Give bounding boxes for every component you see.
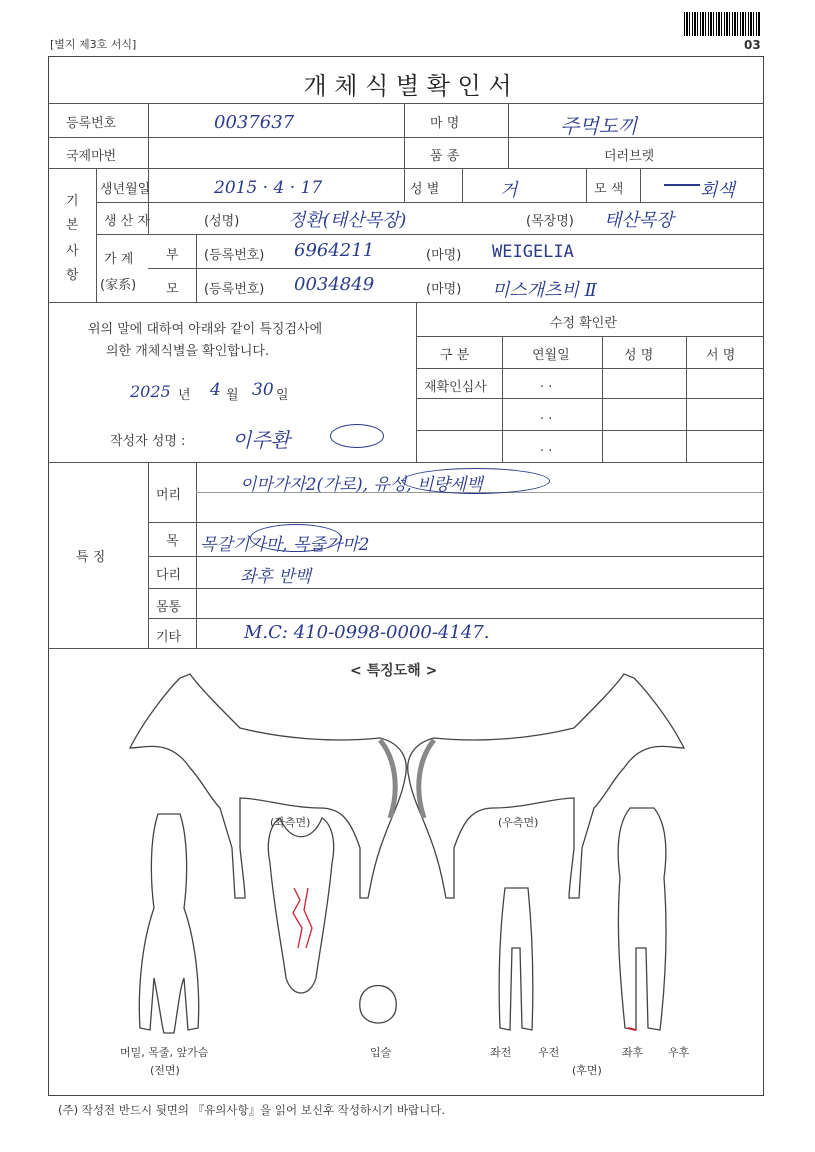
muzzle-view: [360, 986, 397, 1024]
body-label: 몸통: [156, 600, 182, 615]
left-side-caption: (좌측면): [270, 816, 311, 829]
right-side-horse: [408, 674, 684, 898]
statement-line-1: 위의 말에 대하여 아래와 같이 특징검사에: [88, 322, 323, 337]
sire-label: 부: [166, 248, 179, 263]
date-day: 30: [252, 380, 274, 400]
sire-reg-label: (등록번호): [204, 248, 265, 263]
revision-row-label: 재확인심사: [424, 380, 487, 395]
reg-no-value: 0037637: [214, 112, 295, 133]
legs-value: 좌후 반백: [240, 567, 312, 587]
sire-name-label: (마명): [426, 248, 462, 263]
writer-value: 이주환: [232, 428, 290, 452]
breed-value: 더러브렛: [604, 149, 655, 164]
dam-name-label: (마명): [426, 282, 462, 297]
rear-view-horse: [618, 808, 666, 1030]
reg-no-label: 등록번호: [66, 116, 117, 131]
pedigree-label: 가 계: [104, 252, 134, 267]
sex-label: 성 별: [410, 182, 440, 197]
legs-label: 다리: [156, 568, 182, 583]
dam-reg-value: 0034849: [294, 274, 375, 295]
other-label: 기타: [156, 630, 182, 645]
diagram-title: < 특징도해 >: [350, 663, 438, 679]
breeder-name-label: (성명): [204, 214, 240, 229]
revision-header-sign: 서 명: [706, 348, 736, 363]
sire-name-value: WEIGELIA: [492, 242, 574, 262]
horse-name-value: 주먹도끼: [560, 114, 638, 138]
head-value: 이마가자2(가로), 유성, 비량세백: [240, 475, 483, 495]
birth-value: 2015 · 4 · 17: [214, 178, 323, 198]
footer-note: (주) 작성전 반드시 뒷면의 『유의사항』을 읽어 보신후 작성하시기 바랍니다.: [58, 1103, 446, 1117]
foreleg-view: [499, 888, 533, 1030]
dam-label: 모: [166, 282, 179, 297]
revision-dots-2: . .: [540, 408, 553, 423]
statement-line-2: 의한 개체식별을 확인합니다.: [106, 344, 270, 359]
form-label: [별지 제3호 서식]: [50, 38, 137, 51]
horse-name-label: 마 명: [430, 116, 460, 131]
breed-label: 품 종: [430, 149, 460, 164]
color-label: 모 색: [594, 182, 624, 197]
revision-dots-3: . .: [540, 440, 553, 455]
neck-value: 목갈기가마, 목줄가마2: [200, 535, 370, 555]
head-circle-mark: [402, 468, 550, 494]
front-view-horse: [139, 814, 198, 1033]
date-day-unit: 일: [276, 388, 289, 403]
date-month-unit: 월: [226, 388, 239, 403]
neck-circle-mark: [250, 524, 342, 552]
strikethrough-mark: [664, 184, 700, 186]
date-year: 2025: [130, 382, 171, 401]
front-caption-2: (전면): [150, 1064, 180, 1077]
farm-label: (목장명): [526, 214, 574, 229]
page-number: 03: [744, 38, 761, 52]
right-side-caption: (우측면): [498, 816, 539, 829]
revision-title: 수정 확인란: [550, 316, 617, 331]
left-side-horse: [130, 674, 406, 898]
horse-diagram: [50, 648, 764, 1088]
breeder-label: 생 산 자: [104, 214, 150, 229]
right-fore-caption: 우전: [538, 1046, 560, 1059]
basic-section-label-2: 본: [66, 218, 79, 233]
head-label: 머리: [156, 488, 182, 503]
revision-dots-1: . .: [540, 376, 553, 391]
basic-section-label-3: 사: [66, 244, 79, 259]
muzzle-caption: 입술: [370, 1046, 392, 1059]
revision-header-date: 연월일: [532, 348, 570, 363]
left-fore-caption: 좌전: [490, 1046, 512, 1059]
signature-seal: [330, 424, 384, 448]
sire-reg-value: 6964211: [294, 240, 375, 261]
neck-label: 목: [166, 534, 179, 549]
pedigree-hanja: (家系): [100, 278, 137, 293]
rear-caption: (후면): [572, 1064, 602, 1077]
revision-header-category: 구 분: [440, 348, 470, 363]
right-hind-caption: 우후: [668, 1046, 690, 1059]
intl-no-label: 국제마번: [66, 149, 117, 164]
color-value: 회색: [700, 180, 735, 201]
sex-value: 거: [500, 180, 518, 201]
document-title: 개 체 식 별 확 인 서: [303, 72, 512, 100]
front-caption-1: 머밑, 목줄, 앞가슴: [120, 1046, 209, 1059]
left-hind-caption: 좌후: [622, 1046, 644, 1059]
dam-name-value: 미스개츠비 Ⅱ: [492, 280, 597, 301]
birth-label: 생년월일: [100, 182, 151, 197]
other-value: M.C: 410-0998-0000-4147.: [244, 622, 490, 643]
features-section-label: 특 징: [76, 550, 106, 565]
barcode: [684, 12, 760, 36]
writer-label: 작성자 성명 :: [110, 434, 186, 449]
breeder-name-value: 정환(태산목장): [288, 210, 407, 231]
dam-reg-label: (등록번호): [204, 282, 265, 297]
basic-section-label-4: 항: [66, 268, 79, 283]
farm-value: 태산목장: [604, 210, 674, 231]
basic-section-label-1: 기: [66, 194, 79, 209]
head-front-view: [268, 818, 333, 993]
revision-header-name: 성 명: [624, 348, 654, 363]
date-month: 4: [210, 380, 221, 400]
date-year-unit: 년: [178, 388, 191, 403]
